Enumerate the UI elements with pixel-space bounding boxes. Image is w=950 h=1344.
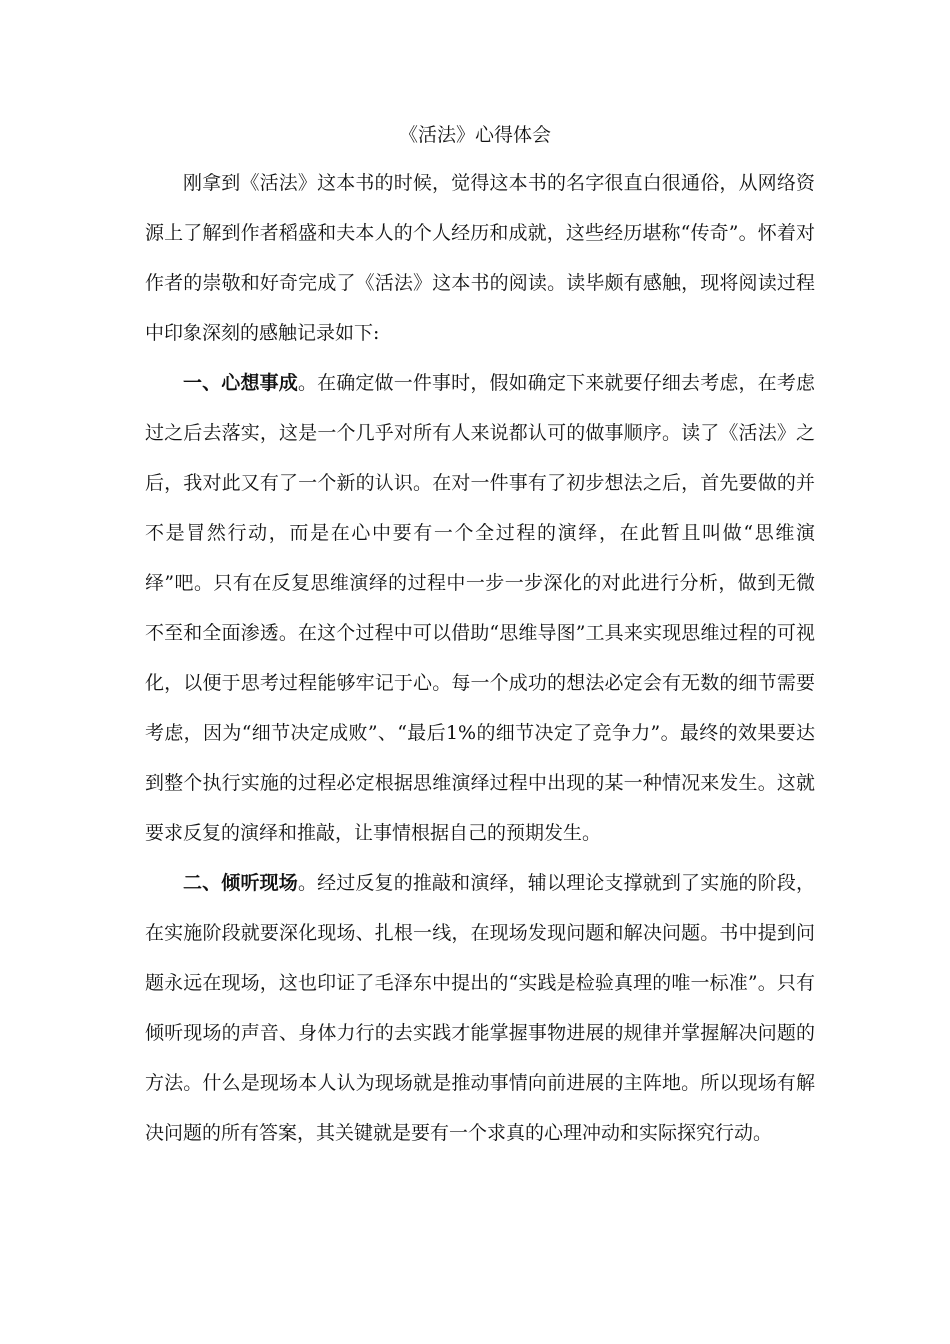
section-heading: 二、倾听现场 [183,872,298,894]
document-body [145,158,815,1158]
paragraph-text: 刚拿到《活法》这本书的时候，觉得这本书的名字很直白很通俗，从网络资源上了解到作者稻盛和夫本人的个人经历和成就，这些经历堪称“传奇”。怀着对作者的崇敬和好奇完成了《活法》这本书的阅读。读毕颇有感触，现将阅读过程中印象深刻的感触记录如下: [145,172,815,344]
paragraph-text: 。在确定做一件事时，假如确定下来就要仔细去考虑，在考虑过之后去落实，这是一个几乎对所有人来说都认可的做事顺序。读了《活法》之后，我对此又有了一个新的认识。在对一件事有了初步想法之后，首先要做的并不是冒然行动，而是在心中要有一个全过程的演绎，在此暂且叫做“思维演绎”吧。只有在反复思维演绎的过程中一步一步深化的对此进行分析，做到无微不至和全面渗透。在这个过程中可以借助“思维导图”工具来实现思维过程的可视化，以便于思考过程能够牢记于心。每一个成功的想法必定会有无数的细节需要考虑，因为“细节决定成败”、“最后1%的细节决定了竞争力”。最终的效果要达到整个执行实施的过程必定根据思维演绎过程中出现的某一种情况来发生。这就要求反复的演绎和推敲，让事情根据自己的预期发生。 [145,372,815,844]
paragraph-text: 。经过反复的推敲和演绎，辅以理论支撑就到了实施的阶段，在实施阶段就要深化现场、扎根一线，在现场发现问题和解决问题。书中提到问题永远在现场，这也印证了毛泽东中提出的“实践是检验真理的唯一标准”。只有倾听现场的声音、身体力行的去实践才能掌握事物进展的规律并掌握解决问题的方法。什么是现场本人认为现场就是推动事情向前进展的主阵地。所以现场有解决问题的所有答案，其关键就是要有一个求真的心理冲动和实际探究行动。 [145,872,815,1144]
paragraph-section-1 [145,358,815,858]
paragraph-intro [145,158,815,358]
document-title: 《活法》心得体会 [398,124,551,146]
paragraph-section-2 [145,858,815,1158]
section-heading: 一、心想事成 [183,372,298,394]
